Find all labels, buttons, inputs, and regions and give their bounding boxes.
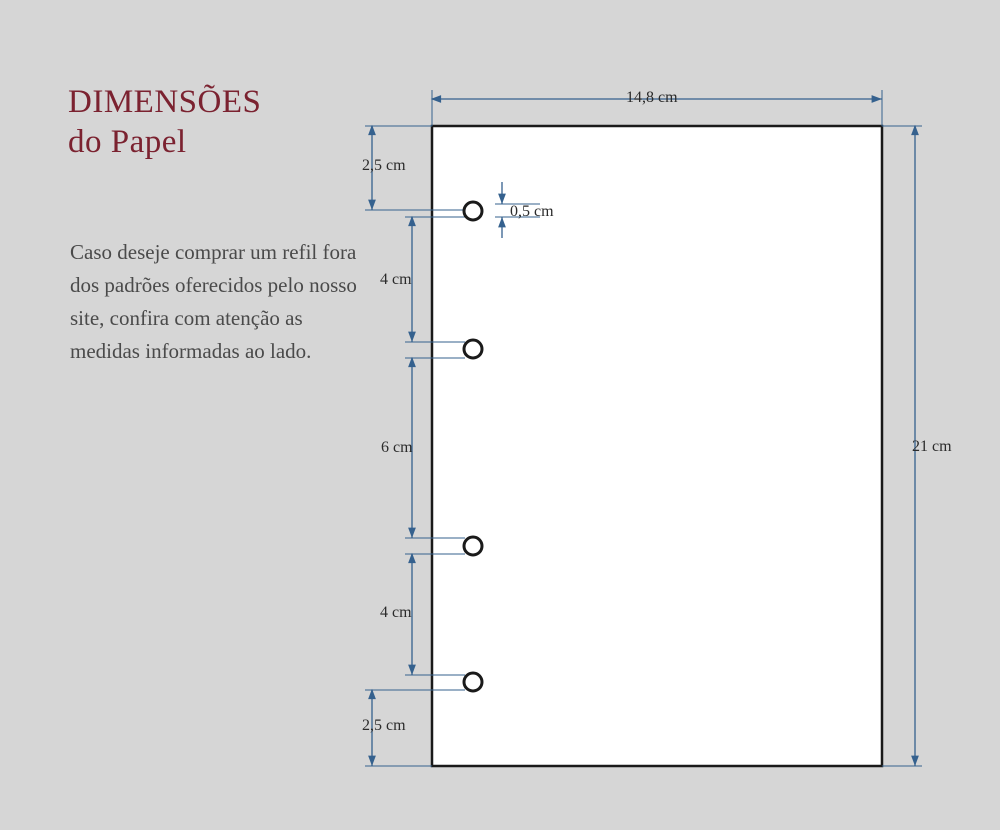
punch-hole bbox=[464, 340, 482, 358]
punch-hole bbox=[464, 202, 482, 220]
page-title-line2: do Papel bbox=[68, 124, 187, 160]
top-margin-label: 2,5 cm bbox=[362, 157, 406, 174]
punch-hole bbox=[464, 537, 482, 555]
gap2-label: 6 cm bbox=[381, 439, 413, 456]
description-text: Caso deseje comprar um refil fora dos padrões oferecidos pelo nosso site, confira com atenção as medidas informadas ao lado. bbox=[70, 240, 357, 363]
height-label: 21 cm bbox=[912, 438, 952, 455]
paper-sheet bbox=[432, 126, 882, 766]
page-title-line1: DIMENSÕES bbox=[68, 84, 262, 120]
width-label: 14,8 cm bbox=[626, 89, 678, 106]
gap1-label: 4 cm bbox=[380, 271, 412, 288]
gap3-label: 4 cm bbox=[380, 604, 412, 621]
bottom-margin-label: 2,5 cm bbox=[362, 717, 406, 734]
punch-hole bbox=[464, 673, 482, 691]
hole-diameter-label: 0,5 cm bbox=[510, 203, 554, 220]
